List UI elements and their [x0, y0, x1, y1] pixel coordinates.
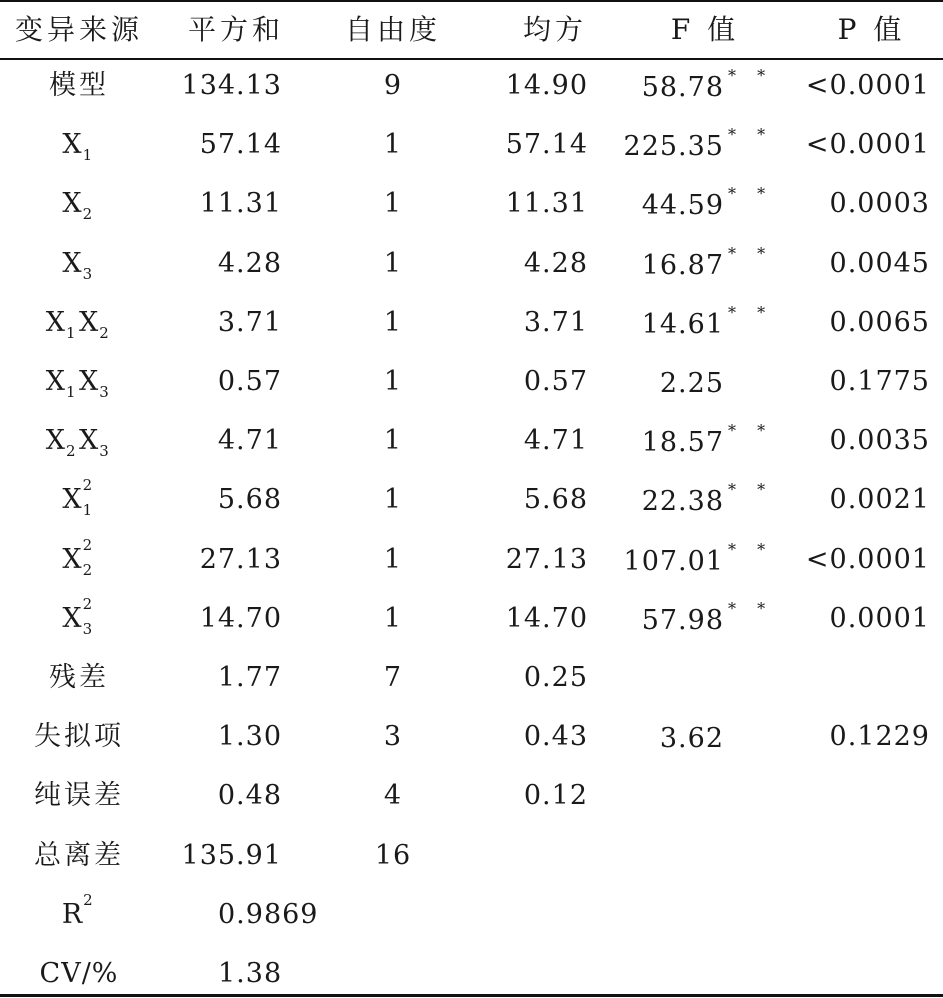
row-degrees-of-freedom: 1	[383, 484, 403, 516]
f-value-number: 2.25	[659, 368, 724, 399]
row-sum-of-squares: 3.71	[217, 306, 282, 338]
row-p-value: 0.0001	[829, 602, 930, 634]
row-f-value	[600, 308, 724, 340]
row-degrees-of-freedom: 1	[383, 543, 403, 575]
significance-marker: * *	[728, 302, 774, 322]
row-degrees-of-freedom: 16	[374, 839, 412, 871]
row-p-value: 0.0065	[829, 306, 930, 338]
table-bottom-rule	[0, 994, 943, 997]
row-f-value	[600, 486, 724, 518]
row-sum-of-squares: 135.91	[181, 839, 282, 871]
row-f-value	[600, 131, 724, 163]
row-sum-of-squares: 27.13	[199, 543, 282, 575]
row-sum-of-squares: 4.71	[217, 425, 282, 457]
row-mean-square: 0.43	[523, 721, 588, 753]
f-value-number: 57.98	[641, 604, 724, 636]
row-mean-square: 14.90	[505, 70, 588, 101]
significance-marker: * *	[728, 66, 774, 85]
f-value-number: 18.57	[641, 427, 724, 459]
f-value-number: 3.62	[659, 723, 724, 755]
table-header-rule	[0, 58, 943, 60]
row-source: X 2 1	[62, 476, 93, 520]
f-value-number: 58.78	[641, 72, 724, 103]
row-mean-square: 3.71	[523, 306, 588, 338]
row-p-value: <0.0001	[805, 70, 930, 101]
row-sum-of-squares: 0.48	[217, 780, 282, 812]
header-mean-square: 均方	[522, 13, 587, 46]
row-sum-of-squares: 5.68	[217, 484, 282, 516]
row-source: X 1 X 2	[45, 306, 109, 342]
row-source: X 3	[62, 247, 93, 283]
row-mean-square: 4.28	[523, 247, 588, 279]
row-source: 纯误差	[34, 780, 124, 812]
row-sum-of-squares: 14.70	[199, 602, 282, 634]
table-top-rule	[0, 0, 943, 2]
row-mean-square: 11.31	[505, 188, 588, 220]
significance-marker: * *	[728, 539, 774, 559]
row-f-value	[600, 74, 724, 101]
row-sum-of-squares: 4.28	[217, 247, 282, 279]
row-mean-square: 14.70	[505, 602, 588, 634]
row-degrees-of-freedom: 1	[383, 247, 403, 279]
significance-marker: * *	[728, 184, 774, 204]
significance-marker: * *	[728, 243, 774, 263]
row-source: X 2	[62, 188, 93, 224]
row-f-value	[600, 723, 724, 755]
row-source: CV/%	[39, 958, 119, 989]
row-f-value	[600, 190, 724, 222]
row-mean-square: 4.71	[523, 425, 588, 457]
row-p-value: <0.0001	[805, 129, 930, 161]
row-mean-square: 0.12	[523, 780, 588, 812]
row-degrees-of-freedom: 1	[383, 366, 403, 397]
f-value-number: 225.35	[623, 131, 724, 163]
row-p-value: 0.1775	[829, 366, 930, 397]
header-sum-of-squares: 平方和	[187, 13, 284, 46]
row-source: 失拟项	[34, 721, 124, 753]
header-source: 变异来源	[14, 13, 143, 46]
row-mean-square: 0.25	[523, 662, 588, 693]
row-p-value: 0.0003	[829, 188, 930, 220]
row-source: X 2 X 3	[45, 425, 109, 461]
row-source: 残差	[49, 662, 109, 693]
f-value-number: 14.61	[641, 308, 724, 340]
row-degrees-of-freedom: 1	[383, 306, 403, 338]
row-sum-of-squares: 0.57	[217, 366, 282, 397]
row-sum-of-squares: 1.77	[217, 662, 282, 693]
significance-marker: * *	[728, 598, 774, 618]
significance-marker: * *	[728, 421, 774, 441]
f-value-number: 16.87	[641, 249, 724, 281]
row-source: R 2	[61, 890, 93, 930]
f-value-number: 44.59	[641, 190, 724, 222]
row-mean-square: 0.57	[523, 366, 588, 397]
row-f-value	[600, 427, 724, 459]
header-degrees-of-freedom: 自由度	[344, 13, 441, 46]
row-sum-of-squares: 134.13	[181, 70, 282, 101]
row-degrees-of-freedom: 3	[383, 721, 403, 753]
row-mean-square: 57.14	[505, 129, 588, 161]
row-p-value: 0.0021	[829, 484, 930, 516]
row-sum-of-squares: 57.14	[199, 129, 282, 161]
row-degrees-of-freedom: 7	[383, 662, 403, 693]
row-degrees-of-freedom: 1	[383, 129, 403, 161]
f-value-number: 107.01	[623, 545, 724, 577]
row-p-value: 0.1229	[829, 721, 930, 753]
row-p-value: 0.0035	[829, 425, 930, 457]
row-source: X 2 2	[62, 535, 93, 579]
row-sum-of-squares: 1.30	[217, 721, 282, 753]
significance-marker: * *	[728, 125, 774, 145]
row-source: X 2 3	[62, 594, 93, 638]
row-f-value	[600, 545, 724, 577]
row-value: 0.9869	[218, 898, 319, 930]
row-f-value	[600, 249, 724, 281]
row-source: X 1	[62, 129, 93, 165]
header-p-value: P 值	[837, 13, 906, 46]
row-degrees-of-freedom: 1	[383, 425, 403, 457]
row-f-value	[600, 604, 724, 636]
row-degrees-of-freedom: 9	[383, 70, 403, 101]
row-value: 1.38	[218, 958, 283, 989]
row-degrees-of-freedom: 1	[383, 602, 403, 634]
row-source: X 1 X 3	[45, 366, 109, 401]
row-source: 总离差	[34, 839, 124, 871]
row-f-value	[600, 370, 724, 397]
header-f-value: F 值	[670, 13, 740, 46]
row-mean-square: 27.13	[505, 543, 588, 575]
row-source: 模型	[49, 70, 109, 101]
row-mean-square: 5.68	[523, 484, 588, 516]
row-p-value: <0.0001	[805, 543, 930, 575]
row-sum-of-squares: 11.31	[199, 188, 282, 220]
significance-marker: * *	[728, 480, 774, 500]
row-degrees-of-freedom: 1	[383, 188, 403, 220]
row-degrees-of-freedom: 4	[383, 780, 403, 812]
f-value-number: 22.38	[641, 486, 724, 518]
row-p-value: 0.0045	[829, 247, 930, 279]
